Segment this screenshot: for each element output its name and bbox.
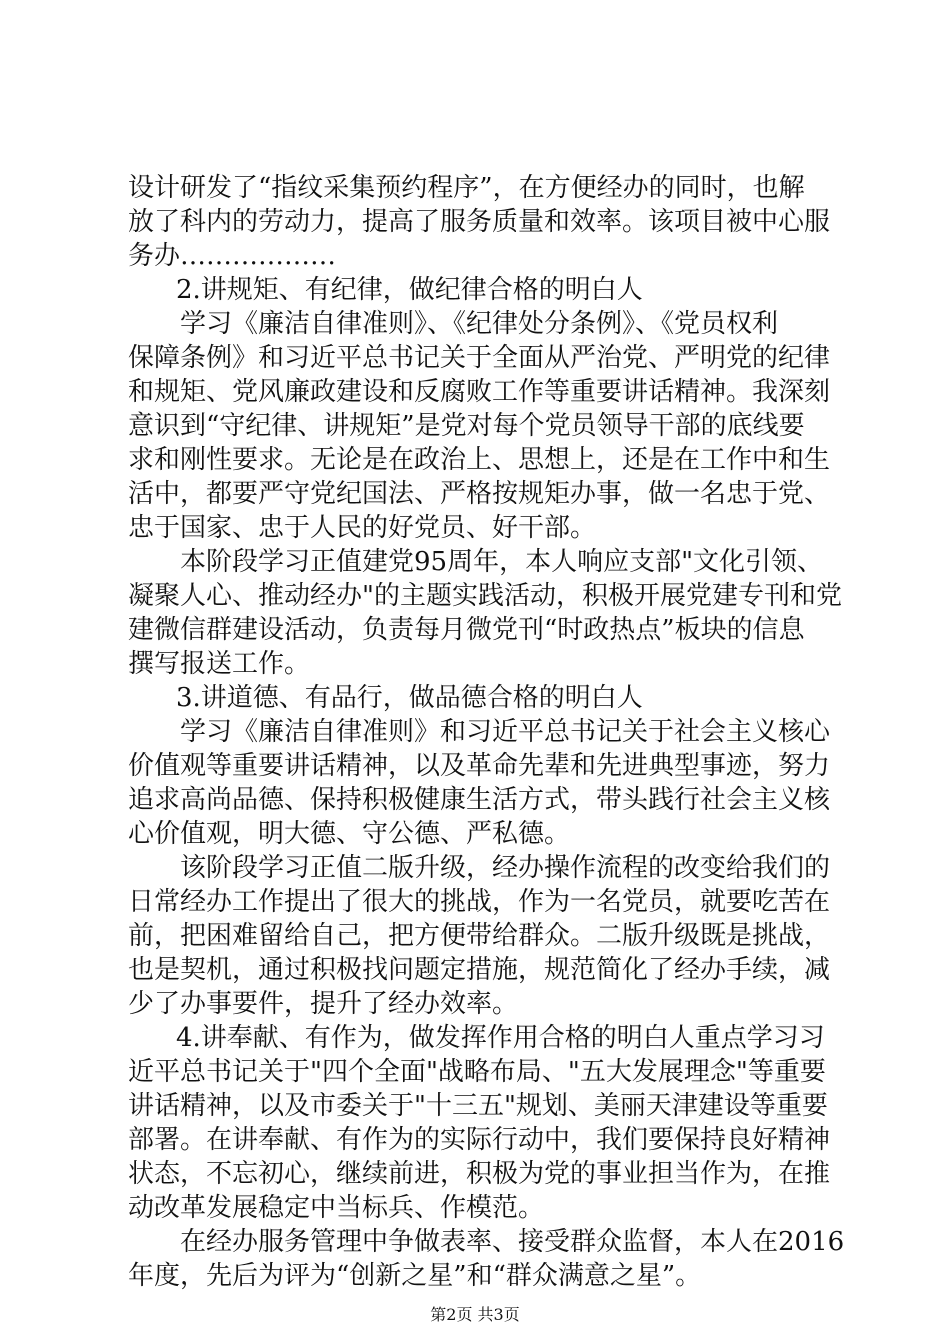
section-heading: 4.讲奉献、有作为，做发挥作用合格的明白人重点学习习 [176, 1023, 825, 1053]
text-line: 前，把困难留给自己，把方便带给群众。二版升级既是挑战， [128, 921, 831, 951]
section-heading: 2.讲规矩、有纪律，做纪律合格的明白人 [176, 275, 643, 305]
text-line: 建微信群建设活动，负责每月微党刊“时政热点”板块的信息 [128, 615, 805, 645]
text-line: 求和刚性要求。无论是在政治上、思想上，还是在工作中和生 [128, 445, 831, 475]
text-line: 意识到“守纪律、讲规矩”是党对每个党员领导干部的底线要 [128, 411, 805, 441]
text-line: 务办……………… [128, 241, 337, 271]
text-line: 本阶段学习正值建党95周年，本人响应支部"文化引领、 [180, 547, 824, 577]
page-number-footer: 第2页 共3页 [430, 1305, 520, 1324]
text-line: 该阶段学习正值二版升级，经办操作流程的改变给我们的 [180, 853, 831, 883]
text-line: 年度，先后为评为“创新之星”和“群众满意之星”。 [128, 1261, 702, 1291]
text-line: 动改革发展稳定中当标兵、作模范。 [128, 1193, 545, 1223]
text-line: 撰写报送工作。 [128, 649, 311, 679]
text-line: 在经办服务管理中争做表率、接受群众监督，本人在2016 [180, 1227, 845, 1257]
text-line: 放了科内的劳动力，提高了服务质量和效率。该项目被中心服 [128, 207, 831, 237]
text-line: 忠于国家、忠于人民的好党员、好干部。 [128, 513, 597, 543]
text-line: 少了办事要件，提升了经办效率。 [128, 989, 519, 1019]
text-line: 凝聚人心、推动经办"的主题实践活动，积极开展党建专刊和党 [128, 581, 842, 611]
text-line: 设计研发了“指纹采集预约程序”，在方便经办的同时，也解 [128, 173, 805, 203]
text-line: 日常经办工作提出了很大的挑战，作为一名党员，就要吃苦在 [128, 887, 831, 917]
text-line: 追求高尚品德、保持积极健康生活方式，带头践行社会主义核 [128, 785, 831, 815]
text-line: 和规矩、党风廉政建设和反腐败工作等重要讲话精神。我深刻 [128, 377, 831, 407]
text-line: 学习《廉洁自律准则》、《纪律处分条例》、《党员权利 [180, 309, 779, 339]
text-line: 状态，不忘初心，继续前进，积极为党的事业担当作为，在推 [128, 1159, 831, 1189]
text-line: 心价值观，明大德、守公德、严私德。 [128, 819, 571, 849]
text-line: 讲话精神，以及市委关于"十三五"规划、美丽天津建设等重要 [128, 1091, 828, 1121]
text-line: 学习《廉洁自律准则》和习近平总书记关于社会主义核心 [180, 717, 831, 747]
text-line: 近平总书记关于"四个全面"战略布局、"五大发展理念"等重要 [128, 1057, 826, 1087]
text-line: 活中，都要严守党纪国法、严格按规矩办事，做一名忠于党、 [128, 479, 831, 509]
text-line: 也是契机，通过积极找问题定措施，规范简化了经办手续，减 [128, 955, 831, 985]
text-line: 部署。在讲奉献、有作为的实际行动中，我们要保持良好精神 [128, 1125, 831, 1155]
section-heading: 3.讲道德、有品行，做品德合格的明白人 [176, 683, 643, 713]
text-line: 保障条例》和习近平总书记关于全面从严治党、严明党的纪律 [128, 343, 831, 373]
text-line: 价值观等重要讲话精神，以及革命先辈和先进典型事迹，努力 [128, 751, 831, 781]
